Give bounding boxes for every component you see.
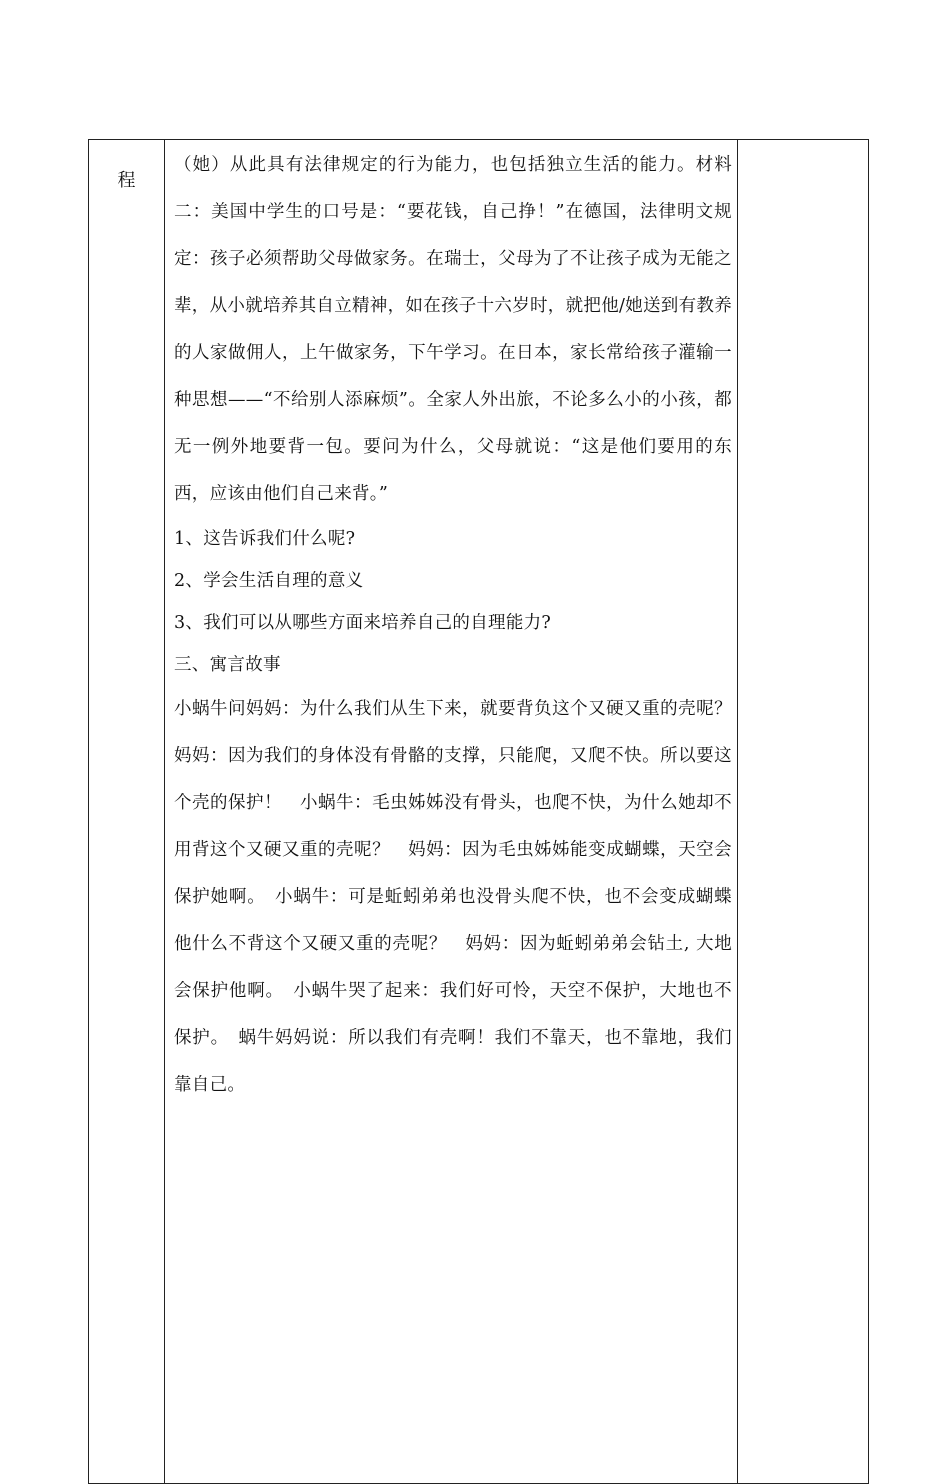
question-1: 1、这告诉我们什么呢? <box>174 529 356 549</box>
question-3: 3、我们可以从哪些方面来培养自己的自理能力? <box>174 613 552 633</box>
section-heading: 三、寓言故事 <box>174 655 281 675</box>
question-2: 2、学会生活自理的意义 <box>174 571 364 591</box>
material-paragraph: （她）从此具有法律规定的行为能力，也包括独立生活的能力。材料二：美国中学生的口号是：“要花钱，自己挣！”在德国，法律明文规定：孩子必须帮助父母做家务。在瑞士，父母为了不让孩子成为无能之辈，从小就培养其自立精神，如在孩子十六岁时，就把他/她送到有教养的人家做佣人，上午做家务，下午学习。在日本，家长常给孩子灌输一种思想——“不给别人添麻烦”。全家人外出旅，不论多么小的小孩，都无一例外地要背一包。要问为什么，父母就说：“这是他们要用的东西，应该由他们自己来背。” <box>174 155 732 504</box>
lesson-plan-table <box>88 139 869 1484</box>
column-divider-left <box>164 140 165 1483</box>
lesson-content <box>174 142 750 1109</box>
fable-story: 小蜗牛问妈妈：为什么我们从生下来，就要背负这个又硬又重的壳呢？ 妈妈：因为我们的身体没有骨骼的支撑，只能爬，又爬不快。所以要这个壳的保护！ 小蜗牛：毛虫姊姊没有骨头，也爬不快，为什么她却不用背这个又硬又重的壳呢？ 妈妈：因为毛虫姊姊能变成蝴蝶，天空会保护她啊。 小蜗牛：可是蚯蚓弟弟也没骨头爬不快，也不会变成蝴蝶他什么不背这个又硬又重的壳呢？ 妈妈：因为蚯蚓弟弟会钻土, 大地会保护他啊。 小蜗牛哭了起来：我们好可怜，天空不保护，大地也不保护。 蜗牛妈妈说：所以我们有壳啊！我们不靠天，也不靠地，我们靠自己。 <box>174 699 750 1095</box>
stage-label: 程 <box>117 170 136 191</box>
column-divider-right <box>737 140 738 1483</box>
